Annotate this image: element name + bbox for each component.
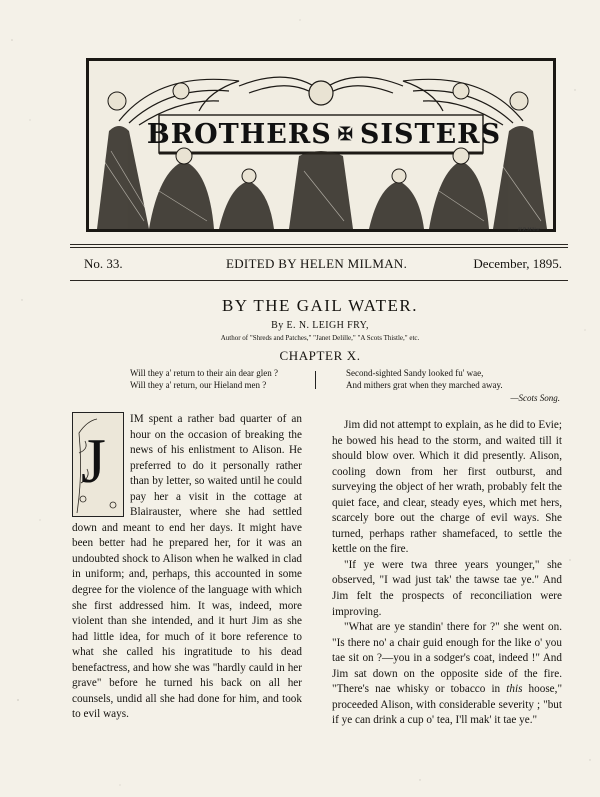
verse-source: —Scots Song. (510, 393, 560, 403)
rule-top (70, 244, 568, 245)
rule-bottom (70, 280, 568, 281)
masthead-title (146, 116, 502, 152)
body-column-left (72, 412, 302, 723)
drop-cap-letter: J (81, 425, 106, 496)
chapter-heading: CHAPTER X. (279, 348, 361, 363)
paragraph-text: hoose," proceeded Alison, with considerable severity ; "but if ye can drink a cup o' tea, I'll mak' it tae ye." (332, 683, 563, 727)
article-byline: By E. N. LEIGH FRY, (271, 320, 369, 331)
rule-top-double (70, 247, 568, 248)
article-credits: Author of "Shreds and Patches," "Janet Delille," "A Scots Thistle," etc. (220, 334, 420, 342)
engraver-signature: H.R.Millar. (518, 228, 541, 233)
issue-editor: EDITED BY HELEN MILMAN. (226, 256, 408, 271)
emphasis-text: this (506, 683, 523, 696)
paragraph: Jim did not attempt to explain, as he did to Evie; he bowed his head to the storm, and waited till it should blow over. Which it did presently. Alison, cooling down from her first outburst, and surveying the object of her wrath, probably felt the quiet face, and clear, steady eyes, which met hers, scarcely bore out the charge of evil ways. She turned, perhaps rather shamefaced, to settle the kettle on the fire. (332, 419, 562, 556)
paragraph-text: "What are ye standin' there for ?" she went on. "Is there no' a chair guid enough for the like o' you tae sit on ?—you in a sodger's coat, indeed !" And Jim sat down on the opposite side of the fire. "There's nae whisky or tobacco in (332, 621, 562, 696)
masthead-illustration (86, 58, 556, 232)
body-column-right (332, 418, 562, 729)
issue-number: No. 33. (84, 256, 123, 271)
paragraph (332, 620, 562, 729)
verse-line: Second-sighted Sandy looked fu' wae, (346, 368, 484, 378)
masthead-ampersand-ornament: ✠ (337, 123, 354, 145)
verse-line: Will they a' return, our Hieland men ? (130, 380, 267, 390)
paragraph: "If ye were twa three years younger," she observed, "I wad just tak' the tawse tae ye." And Jim felt the prospects of reconciliation were improving. (332, 558, 562, 618)
masthead-title-left: BROTHERS (146, 118, 332, 150)
issue-date: December, 1895. (473, 256, 562, 271)
verse-right (346, 367, 503, 391)
drop-cap-ornament (72, 412, 124, 517)
verse-left (130, 367, 278, 391)
masthead-title-right: SISTERS (359, 118, 502, 150)
verse-line: And mithers grat when they marched away. (346, 380, 503, 390)
article-title: BY THE GAIL WATER. (221, 296, 419, 315)
issue-line (84, 256, 562, 276)
verse-line: Will they a' return to their ain dear glen ? (130, 368, 278, 378)
verse-divider (315, 371, 316, 389)
paragraph: IM spent a rather bad quarter of an hour on the occasion of breaking the news of his enlistment to Alison. He preferred to do it personally rather than by letter, so waited until he could pay her a visit in the cottage at Blairauster, where she had settled down and meant to end her days. It might have been better had he prepared her, for it was an undoubted shock to Alison when he walked in clad in uniform; and, perhaps, this accounted in some degree for the violence of the language with which she first addressed him. It was, indeed, more violent than she intended, and it hurt Jim as she had little idea, for much of it bore reference to what she called his ingratitude to his dead benefactress, and how she was "hardly cauld in her grave" before he turned his back on all her counsels, undid all she had done for him, and took to evil ways. (72, 413, 302, 721)
